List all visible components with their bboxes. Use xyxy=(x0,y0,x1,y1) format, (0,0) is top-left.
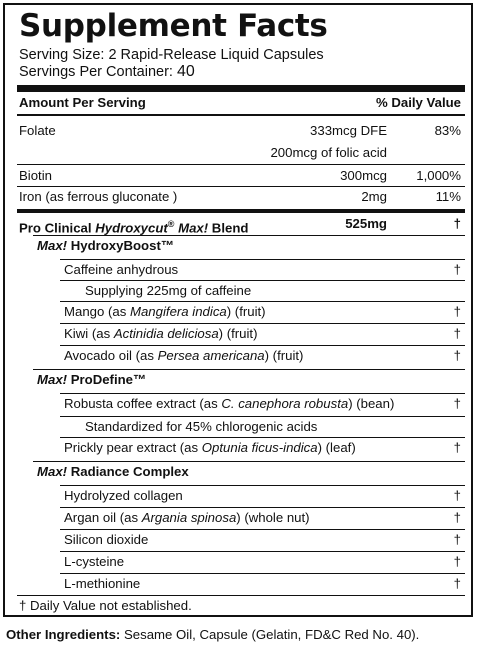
ingredient-name: Argan oil (as Argania spinosa) (whole nut) xyxy=(64,510,310,525)
ingredient-name: L-methionine xyxy=(64,576,141,591)
ingredient-dagger: † xyxy=(453,304,461,319)
ingredient-name: Hydrolyzed collagen xyxy=(64,488,183,503)
iron-name: Iron (as ferrous gluconate ) xyxy=(19,189,178,204)
row-rule xyxy=(60,301,465,302)
ingredient-dagger: † xyxy=(453,262,461,277)
supplement-facts-panel xyxy=(3,3,473,617)
blend-name: Pro Clinical Hydroxycut® Max! Blend xyxy=(19,219,249,236)
row-rule xyxy=(60,345,465,346)
ingredient-dagger: † xyxy=(453,396,461,411)
sub2-heading: Max! ProDefine™ xyxy=(37,372,147,387)
row-rule xyxy=(60,551,465,552)
thick-rule xyxy=(17,85,465,92)
sub1-heading: Max! HydroxyBoost™ xyxy=(37,238,175,253)
footnote: † Daily Value not established. xyxy=(19,598,192,613)
dv-header: % Daily Value xyxy=(375,95,461,110)
folate-dv: 83% xyxy=(434,123,461,138)
ingredient-name: L-cysteine xyxy=(64,554,125,569)
row-rule xyxy=(17,186,465,187)
row-rule xyxy=(60,280,465,281)
row-rule xyxy=(60,437,465,438)
other-ingredients-label: Other Ingredients: xyxy=(6,627,121,642)
ingredient-name: Kiwi (as Actinidia deliciosa) (fruit) xyxy=(64,326,258,341)
servings-value: 40 xyxy=(176,63,195,80)
row-rule xyxy=(60,573,465,574)
row-rule xyxy=(33,235,465,236)
ingredient-name: Standardized for 45% chlorogenic acids xyxy=(85,419,318,434)
ingredient-dagger: † xyxy=(453,440,461,455)
folate-name: Folate xyxy=(19,123,56,138)
ingredient-dagger: † xyxy=(453,326,461,341)
section-rule xyxy=(17,209,465,213)
ingredient-dagger: † xyxy=(453,554,461,569)
ingredient-dagger: † xyxy=(453,348,461,363)
row-rule xyxy=(60,323,465,324)
header-rule xyxy=(17,114,465,116)
ingredient-name: Mango (as Mangifera indica) (fruit) xyxy=(64,304,266,319)
folate-amount-sub: 200mcg of folic acid xyxy=(270,145,387,160)
servings-label: Servings Per Container: xyxy=(19,64,173,80)
row-rule xyxy=(60,259,465,260)
biotin-name: Biotin xyxy=(19,168,52,183)
blend-amount: 525mg xyxy=(345,216,387,231)
row-rule xyxy=(60,416,465,417)
ingredient-name: Robusta coffee extract (as C. canephora robusta) (bean) xyxy=(64,396,395,411)
footnote-rule xyxy=(17,595,465,596)
biotin-dv: 1,000% xyxy=(416,168,461,183)
other-ingredients-text: Sesame Oil, Capsule (Gelatin, FD&C Red No. 40). xyxy=(120,627,420,642)
iron-amount: 2mg xyxy=(361,189,387,204)
servings-per-container xyxy=(19,64,195,80)
ingredient-name: Prickly pear extract (as Optunia ficus-indica) (leaf) xyxy=(64,440,356,455)
ingredient-dagger: † xyxy=(453,488,461,503)
ingredient-name: Caffeine anhydrous xyxy=(64,262,179,277)
folate-amount: 333mcg DFE xyxy=(310,123,387,138)
biotin-amount: 300mcg xyxy=(340,168,387,183)
other-ingredients xyxy=(6,626,419,644)
ingredient-dagger: † xyxy=(453,532,461,547)
ingredient-name: Avocado oil (as Persea americana) (fruit) xyxy=(64,348,304,363)
row-rule xyxy=(33,461,465,462)
row-rule xyxy=(17,164,465,165)
sub3-heading: Max! Radiance Complex xyxy=(37,464,189,479)
blend-dagger: † xyxy=(453,216,461,231)
amount-header: Amount Per Serving xyxy=(19,95,146,110)
serving-size: Serving Size: 2 Rapid-Release Liquid Capsules xyxy=(19,47,324,63)
row-rule xyxy=(60,485,465,486)
ingredient-dagger: † xyxy=(453,576,461,591)
row-rule xyxy=(60,393,465,394)
ingredient-name: Silicon dioxide xyxy=(64,532,149,547)
row-rule xyxy=(60,507,465,508)
ingredient-dagger: † xyxy=(453,510,461,525)
row-rule xyxy=(60,529,465,530)
panel-title: Supplement Facts xyxy=(19,8,328,44)
iron-dv: 11% xyxy=(435,189,461,204)
row-rule xyxy=(33,369,465,370)
ingredient-name: Supplying 225mg of caffeine xyxy=(85,283,252,298)
